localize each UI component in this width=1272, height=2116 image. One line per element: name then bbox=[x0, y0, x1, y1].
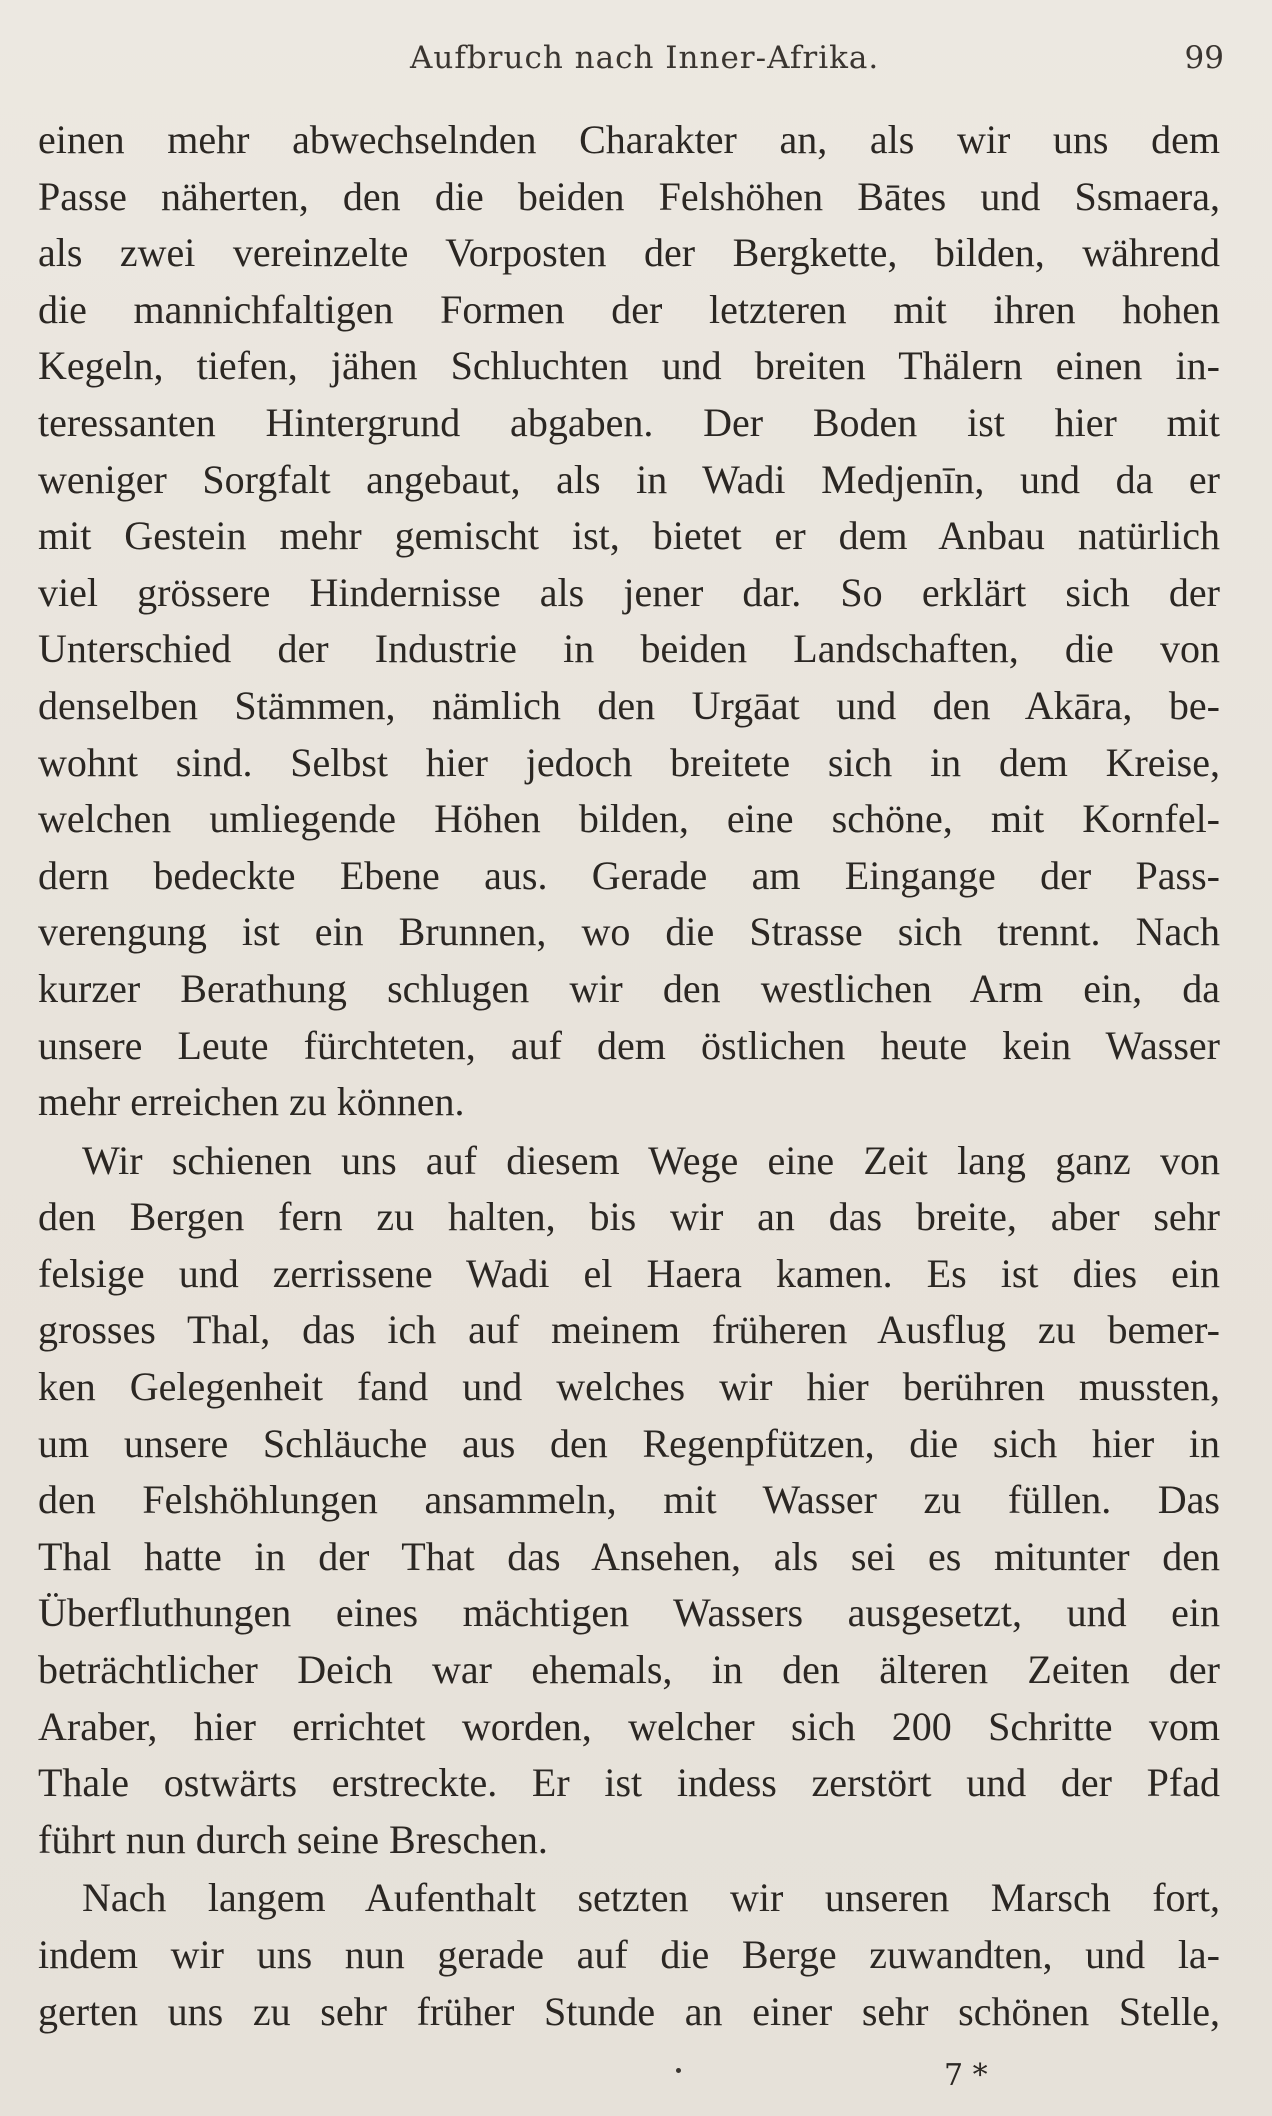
text-line: Unterschied der Industrie in beiden Landschaften, die von bbox=[38, 626, 1220, 672]
text-line: Thal hatte in der That das Ansehen, als sei es mitunter den bbox=[38, 1533, 1220, 1579]
text-line: dern bedeckte Ebene aus. Gerade am Eingange der Pass- bbox=[38, 852, 1220, 898]
text-line: Wir schienen uns auf diesem Wege eine Zeit lang ganz von bbox=[82, 1137, 1220, 1183]
text-line: einen mehr abwechselnden Charakter an, als wir uns dem bbox=[38, 117, 1220, 162]
text-line: den Felshöhlungen ansammeln, mit Wasser zu füllen. Das bbox=[38, 1477, 1220, 1523]
text-line: indem wir uns nun gerade auf die Berge zuwandten, und la- bbox=[38, 1932, 1220, 1977]
text-line: kurzer Berathung schlugen wir den westlichen Arm ein, da bbox=[38, 965, 1220, 1011]
text-line: Überfluthungen eines mächtigen Wassers ausgesetzt, und ein bbox=[38, 1590, 1220, 1636]
text-line: viel grössere Hindernisse als jener dar. So erklärt sich der bbox=[38, 569, 1220, 615]
signature-mark: 7 * bbox=[944, 2058, 988, 2093]
text-line: weniger Sorgfalt angebaut, als in Wadi Medjenīn, und da er bbox=[38, 456, 1220, 502]
page-number: 99 bbox=[1184, 40, 1224, 76]
body-text bbox=[38, 112, 1220, 2040]
text-line: Araber, hier errichtet worden, welcher sich 200 Schritte vom bbox=[38, 1703, 1220, 1749]
text-line: teressanten Hintergrund abgaben. Der Boden ist hier mit bbox=[38, 399, 1220, 445]
text-line: grosses Thal, das ich auf meinem früheren Ausflug zu bemer- bbox=[38, 1307, 1220, 1353]
text-line: mehr erreichen zu können. bbox=[38, 1079, 465, 1125]
text-line: beträchtlicher Deich war ehemals, in den älteren Zeiten der bbox=[38, 1647, 1220, 1693]
text-line: als zwei vereinzelte Vorposten der Bergkette, bilden, während bbox=[38, 230, 1220, 276]
text-line: die mannichfaltigen Formen der letzteren mit ihren hohen bbox=[38, 286, 1220, 332]
text-line: denselben Stämmen, nämlich den Urgāat und den Akāra, be- bbox=[38, 682, 1220, 728]
paragraph-1 bbox=[38, 112, 1220, 1131]
text-line: welchen umliegende Höhen bilden, eine schöne, mit Kornfel- bbox=[38, 796, 1220, 842]
text-line: wohnt sind. Selbst hier jedoch breitete sich in dem Kreise, bbox=[38, 739, 1220, 785]
text-line: den Bergen fern zu halten, bis wir an das breite, aber sehr bbox=[38, 1194, 1220, 1240]
text-line: Thale ostwärts erstreckte. Er ist indess zerstört und der Pfad bbox=[38, 1760, 1220, 1806]
text-line: verengung ist ein Brunnen, wo die Strasse sich trennt. Nach bbox=[38, 909, 1220, 955]
text-line: felsige und zerrissene Wadi el Haera kamen. Es ist dies ein bbox=[38, 1250, 1220, 1296]
text-line: Passe näherten, den die beiden Felshöhen Bātes und Ssmaera, bbox=[38, 173, 1220, 219]
page-header bbox=[0, 40, 1272, 80]
text-line: unsere Leute fürchteten, auf dem östlichen heute kein Wasser bbox=[38, 1022, 1220, 1068]
text-line: gerten uns zu sehr früher Stunde an einer sehr schönen Stelle, bbox=[38, 1988, 1220, 2034]
text-line: ken Gelegenheit fand und welches wir hier berühren mussten, bbox=[38, 1364, 1220, 1410]
ink-speck bbox=[676, 2068, 681, 2073]
paragraph-2 bbox=[38, 1133, 1220, 1869]
running-title: Aufbruch nach Inner-Afrika. bbox=[410, 40, 880, 76]
paragraph-3 bbox=[38, 1870, 1220, 2040]
text-line: mit Gestein mehr gemischt ist, bietet er dem Anbau natürlich bbox=[38, 513, 1220, 559]
text-line: führt nun durch seine Breschen. bbox=[38, 1816, 548, 1862]
text-line: um unsere Schläuche aus den Regenpfützen, die sich hier in bbox=[38, 1420, 1220, 1466]
text-line: Kegeln, tiefen, jähen Schluchten und breiten Thälern einen in- bbox=[38, 343, 1220, 389]
text-line: Nach langem Aufenthalt setzten wir unseren Marsch fort, bbox=[82, 1875, 1220, 1921]
